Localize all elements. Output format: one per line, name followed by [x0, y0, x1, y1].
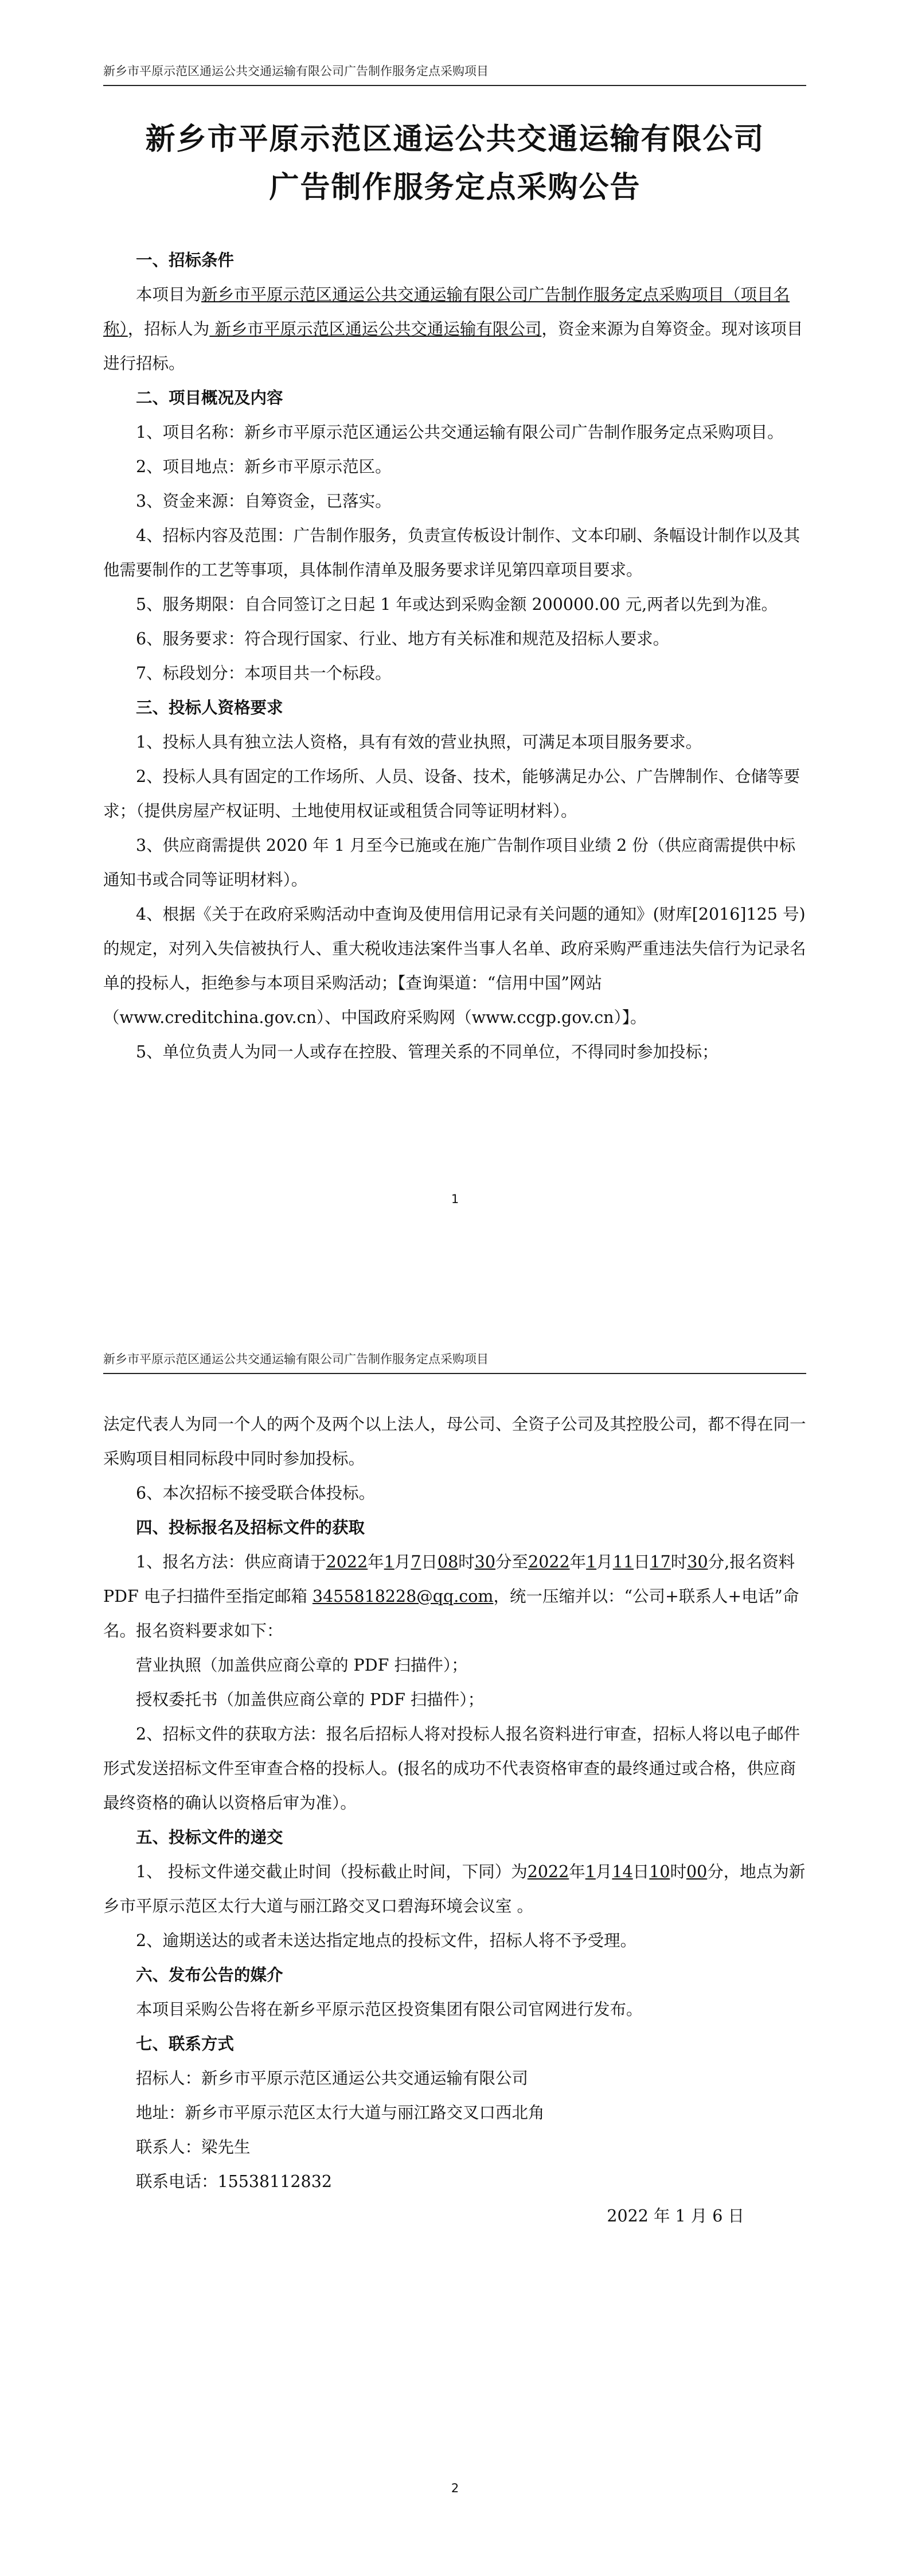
contact-tenderee: 招标人：新乡市平原示范区通运公共交通运输有限公司	[136, 2069, 529, 2088]
document-title-line-1: 新乡市平原示范区通运公共交通运输有限公司	[145, 122, 765, 157]
paragraph-continued: 法定代表人为同一个人的两个及两个以上法人，母公司、全资子公司及其控股公司，都不得在同一采购项目相同标段中同时参加投标。	[103, 1415, 806, 1468]
tenderee-name: 新乡市平原示范区通运公共交通运输有限公司	[209, 320, 542, 338]
section-heading: 三、投标人资格要求	[136, 698, 283, 717]
list-item: 3、资金来源：自筹资金，已落实。	[136, 492, 392, 511]
document-title-line-2: 广告制作服务定点采购公告	[269, 170, 641, 205]
page-header: 新乡市平原示范区通运公共交通运输有限公司广告制作服务定点采购项目	[103, 62, 806, 86]
section-heading: 二、项目概况及内容	[136, 388, 283, 407]
list-item: 2、投标人具有固定的工作场所、人员、设备、技术，能够满足办公、广告牌制作、仓储等要求；（提供房屋产权证明、土地使用权证或租赁合同等证明材料）。	[103, 767, 800, 820]
list-item: 4、招标内容及范围：广告制作服务，负责宣传板设计制作、文本印刷、条幅设计制作以及其他需要制作的工艺等事项，具体制作清单及服务要求详见第四章项目要求。	[103, 526, 800, 579]
contact-person: 联系人：梁先生	[136, 2138, 251, 2157]
section-heading: 一、招标条件	[136, 251, 235, 270]
list-item: 7、标段划分：本项目共一个标段。	[136, 664, 392, 683]
list-item: 5、服务期限：自合同签订之日起 1 年或达到采购金额 200000.00 元,两者以先到为准。	[136, 595, 778, 614]
page-header: 新乡市平原示范区通运公共交通运输有限公司广告制作服务定点采购项目	[103, 1350, 806, 1374]
section-heading: 四、投标报名及招标文件的获取	[136, 1518, 365, 1537]
document-date: 2022 年 1 月 6 日	[607, 2207, 744, 2225]
page-number: 1	[451, 1192, 459, 1206]
paragraph: 2、逾期送达的或者未送达指定地点的投标文件，招标人将不予受理。	[136, 1931, 637, 1950]
list-item: 授权委托书（加盖供应商公章的 PDF 扫描件）；	[136, 1690, 485, 1709]
project-name: 新乡市平原示范区通运公共交通运输有限公司广告制作服务定点采购项目（项目名称）	[103, 285, 790, 338]
contact-address: 地址：新乡市平原示范区太行大道与丽江路交叉口西北角	[136, 2103, 545, 2122]
list-item: 1、投标人具有独立法人资格，具有有效的营业执照，可满足本项目服务要求。	[136, 733, 702, 752]
page-1-body	[103, 243, 806, 1069]
paragraph: 本项目采购公告将在新乡平原示范区投资集团有限公司官网进行发布。	[136, 2000, 643, 2019]
contact-phone: 联系电话：15538112832	[136, 2172, 332, 2191]
list-item: 1、项目名称：新乡市平原示范区通运公共交通运输有限公司广告制作服务定点采购项目。	[136, 423, 784, 442]
section-heading: 六、发布公告的媒介	[136, 1966, 283, 1984]
email-link[interactable]: 3455818228@qq.com	[312, 1587, 494, 1606]
paragraph: 2、招标文件的获取方法：报名后招标人将对投标人报名资料进行审查，招标人将以电子邮件形式发送招标文件至审查合格的投标人。(报名的成功不代表资格审查的最终通过或合格，供应商最终资格的确认以资格后审为准）。	[103, 1725, 800, 1812]
section-heading: 七、联系方式	[136, 2034, 235, 2053]
page-number: 2	[451, 2481, 459, 2495]
list-item: 营业执照（加盖供应商公章的 PDF 扫描件）；	[136, 1656, 468, 1675]
list-item: 6、本次招标不接受联合体投标。	[136, 1484, 376, 1503]
registration-method: 1、报名方法：供应商请于2022年1月7日08时30分至2022年1月11日17时30分,报名资料 PDF 电子扫描件至指定邮箱 3455818228@qq.com，统一压缩并以：“公司+联系人+电话”命名。报名资料要求如下：	[103, 1552, 799, 1640]
list-item: 6、服务要求：符合现行国家、行业、地方有关标准和规范及招标人要求。	[136, 629, 670, 648]
paragraph: 本项目为新乡市平原示范区通运公共交通运输有限公司广告制作服务定点采购项目（项目名称），招标人为 新乡市平原示范区通运公共交通运输有限公司，资金来源为自筹资金。现对该项目进行招标。	[103, 285, 803, 373]
submission-deadline: 1、 投标文件递交截止时间（投标截止时间，下同）为2022年1月14日10时00分，地点为新乡市平原示范区太行大道与丽江路交叉口碧海环境会议室 。	[103, 1862, 806, 1916]
page-2-body	[103, 1407, 806, 2233]
list-item: 5、单位负责人为同一人或存在控股、管理关系的不同单位，不得同时参加投标；	[136, 1042, 718, 1061]
list-item: 2、项目地点：新乡市平原示范区。	[136, 457, 392, 476]
section-heading: 五、投标文件的递交	[136, 1828, 283, 1847]
list-item: 3、供应商需提供 2020 年 1 月至今已施或在施广告制作项目业绩 2 份（供应商需提供中标通知书或合同等证明材料）。	[103, 836, 796, 889]
document-page-2	[0, 1288, 910, 2576]
list-item: 4、根据《关于在政府采购活动中查询及使用信用记录有关问题的通知》(财库[2016]125 号)的规定，对列入失信被执行人、重大税收违法案件当事人名单、政府采购严重违法失信行为记录名单的投标人，拒绝参与本项目采购活动；【查询渠道：“信用中国”网站（www.creditchina.gov.cn）、中国政府采购网（www.ccgp.gov.cn）】。	[103, 905, 806, 1027]
